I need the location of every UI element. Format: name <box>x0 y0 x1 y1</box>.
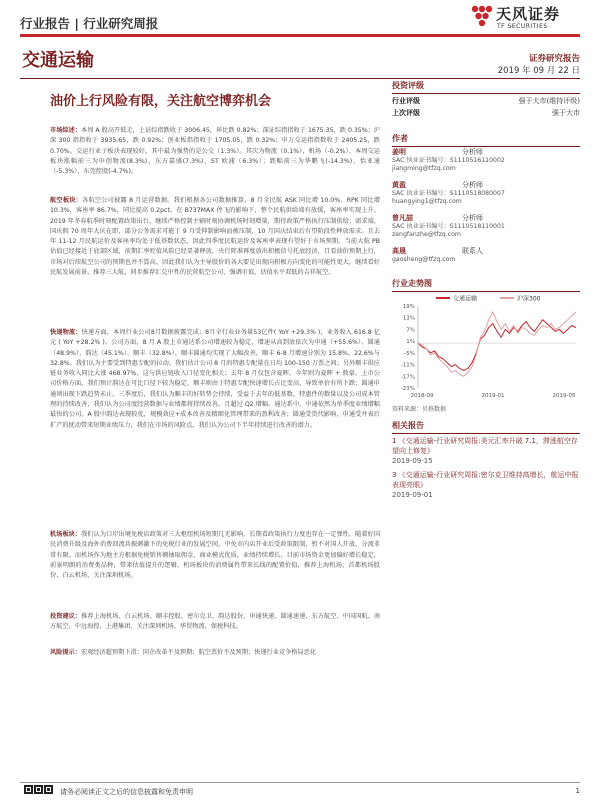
report-category: 行业报告 | 行业研究周报 <box>20 16 159 31</box>
trend-heading: 行业走势图 <box>392 278 580 292</box>
x-tick-label: 2019-01 <box>481 393 505 399</box>
paragraph-aviation: 航空板块：各航空公司披露 8 月运营数据。我们根据各公司数据推算，8 月全民航 ASK 同比增 10.0%，RPK 同比增 10.3%，客座率 86.7%，同比提高 0.2pct。在 B737MAX 停飞的影响下，整个民航供给端有放缓，客座率实现上升。2019 年冬春航季时刻配置政策出台，继续严格控制主辅时刻协调机场时刻增量，期待政策严格执行压制供给；需求端，国庆假 70 周年大庆在即，部分公务需求可能于 9 月受抑制影响而被压制，10 月国庆结束后有望阶段性释放需求。且去年 11-12 月民航运价及客座率均处于低基数状态，因此四季度民航运价及客座率表现有望好于市场预期。当前大航 PB 估值已经接近于底部区域，前期汇率贬值风险已经显著释放，央行降准再度放出积极信号托底经济，且看油价预期上行，市场对后续航空公司的预期也并不算高，因此我们认为主导股价的各大要是出现向积极方向变化的可能性更大，继续看好民航发展前景，推荐三大航，同步推荐汇兑中性的民营航空公司，强调市值，估值水平双低的吉祥航空。 <box>50 197 381 277</box>
chart-source: 资料来源：贝格数据 <box>392 406 447 413</box>
author-entry: 高晟 联系人 gaosheng@tfzq.com <box>392 247 483 263</box>
y-tick-label: 1% <box>406 339 415 346</box>
y-tick-label: -5% <box>404 350 415 357</box>
page-number: 1 <box>575 787 580 795</box>
y-tick-label: 19% <box>402 304 415 310</box>
rating-heading: 投资评级 <box>392 80 580 94</box>
y-tick-label: -17% <box>400 374 415 381</box>
report-subtitle: 油价上行风险有限，关注航空博弈机会 <box>50 94 272 109</box>
logo-cn-text: 天风证券 <box>496 5 561 23</box>
disclaimer-text: 请务必阅读正文之后的信息披露和免责申明 <box>60 788 193 796</box>
x-tick-label: 2019-05 <box>552 393 576 399</box>
footer-rule <box>20 782 580 783</box>
tf-logo-icon <box>470 4 494 30</box>
title-rule <box>20 78 580 79</box>
paragraph-express: 快递物流：快递方面，本周行业公司8月数据披露完成；8月全行业业务量53亿件( YoY +29.3% )，业务收入 616.8 亿元 ( YoY +28.2% )。公司方面，8 月 A 股上市通达系公司增速较为稳定，增速从高到底依次为申通（+55.6%）、圆通（48.9%）、韵达（45.1%）、顺丰（32.8%）。顺丰圆通均实现了大幅改善，顺丰 6-8 月增速分别为 15.8%、22.6%与 32.8%。我们认为主要受到特惠专配的拉动。我们估计公司 8 月的特惠专配量在日均 100-150 万票之间；另外顺丰供应链业务收入同比大涨 468.97%，这与供应链收入口径变化相关；去年 8 月仅包含夏晖，今年则为夏晖 + 敦豪。上市公司价格方面，我们预计韵达在可比口径下较为稳定，顺丰则由于特惠专配快速增长占比变高，导致单价有所下跌；圆通申通则出现下跌趋势未止。三季度后，我们认为顺丰的好转势会持续，受益于去年的低基数，特惠件的数量以及公司成本管理的持续改善，我们认为公司度经营数据与业绩都将持续改善。且超过 Q2 增幅。通达系中，中通依然为单季度业绩增幅最快的公司。A 股中韵达表现较优，规模效应+成本改善及精细化管理带来的盈利改善；圆通受货代影响，申通受并表后扩产的扰动带来短期业绩压力，我们在市场的风险点，我们认为公司下半年持续进行改善的潜力。 <box>50 329 381 429</box>
page-title: 交通运输 <box>22 50 94 71</box>
report-date: 2019 年 09 月 22 日 <box>497 66 580 76</box>
rating-row-industry: 行业评级 强于大市(维持评级) <box>392 97 580 105</box>
logo-en-text: TF SECURITIES <box>497 23 548 30</box>
industry-trend-chart <box>392 292 580 402</box>
y-tick-label: -11% <box>400 362 415 369</box>
paragraph-airport: 机场板块：我们认为口岸出境免税店政策对三大枢纽机场短期几无影响，长期看政策执行力度也存在一定弹性，随着好国民消费升级及海外消费回流共振刺激下的免税行业的发展空间，中免市内店开业后受政策限制，暂不对国人开放，分流非常有限。而机场作为地主方根据免税销售额抽取佣金，商业模式优质，业绩持续增长。目前市场资金更加偏好增长稳定，前景明朗的消费类品种，带来估值提升的逻辑，机场板块的消费属性带来长线的配置价值，推荐上海机场、首都机场股份、白云机场，关注深圳机场。 <box>50 531 381 580</box>
y-tick-label: -23% <box>400 386 415 392</box>
paragraph-market: 市场综述：本周 A 股高开低走，上证综指跌收于 3006.45，环比跌 0.82%；深证综指指收于 1675.35，跌 0.35%；沪深 300 指指收于 3935.65，跌 0.92%；创业板指指收于 1705.05，跌 0.32%；申万交运指指数收于 2405.25，跌 0.70%。交运行业子板块表现较好，其中最为强势的是公交（1.3%）。其次为物流（0.1%），机场（-0.2%）。本周交运板块涨幅前三为申创物流(8.3%)、东方嘉盛(7.3%)、ST 欧浦（6.3%）；跌幅前三为华鹏飞(-14.3%)、怡亚通（-5.3%）、东莞控股(-4.7%)。 <box>50 127 380 176</box>
related-heading: 相关报告 <box>392 420 580 434</box>
series-line <box>418 320 576 371</box>
author-entry: 曾凡喆 分析师 SAC 执业证书编号：S1110518110001 zengfanzhe@tfzq.com <box>392 214 505 239</box>
related-report-item[interactable]: 3 《交通运输-行业研究周报:密尔克卫维持高增长，航运中报表现亮眼》 2019-09-01 <box>392 471 579 499</box>
report-type: 证券研究报告 <box>528 54 580 64</box>
related-report-item[interactable]: 1 《交通运输-行业研究周报:美元汇率升破 7.1，滞涨航空存望向上修复》 2019-09-15 <box>392 437 578 465</box>
author-entry: 姜明 分析师 SAC 执业证书编号：S1110516110002 jiangming@tfzq.com <box>392 148 505 173</box>
series-line <box>418 312 576 376</box>
legend-label: 交通运输 <box>453 295 478 303</box>
paragraph-investment: 投资建议：推荐上海机场、白云机场、顺丰控股、密尔克卫、韵达股份、申通快递、圆通速递、东方航空、中国国航、南方航空、中远海控、上港集团，关注深圳机场、华贸物流、保税科技。 <box>50 613 381 631</box>
y-tick-label: 13% <box>402 315 415 322</box>
x-tick-label: 2018-09 <box>410 393 434 399</box>
authors-heading: 作者 <box>392 133 580 147</box>
qr-code-icon <box>24 785 54 795</box>
y-tick-label: 7% <box>406 327 415 334</box>
legend-label: 沪深300 <box>517 295 541 303</box>
paragraph-risk: 风险提示：宏观经济超预期下滑；国企改革不及预期；航空票价不及预期；快递行业竞争格局恶化 <box>50 649 317 656</box>
author-entry: 黄盈 分析师 SAC 执业证书编号：S1110518080007 huangying1@tfzq.com <box>392 181 505 206</box>
brand-logo <box>470 4 590 32</box>
header-rule <box>20 34 580 37</box>
rating-row-previous: 上次评级 强于大市 <box>392 109 580 117</box>
